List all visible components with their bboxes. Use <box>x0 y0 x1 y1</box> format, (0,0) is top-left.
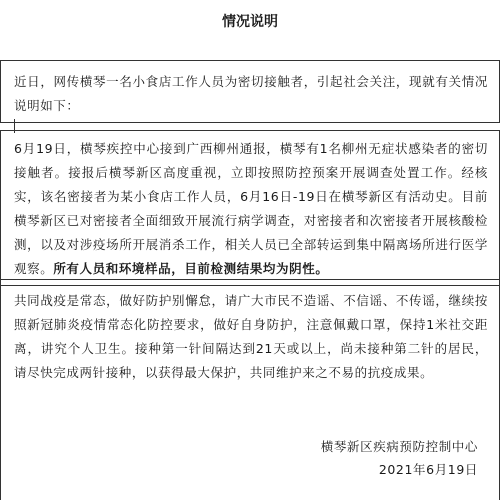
appeal-paragraph: 共同战疫是常态，做好防护别懈怠，请广大市民不造谣、不信谣、不传谣，继续按照新冠肺炎疫情常态化防控要求，做好自身防护，注意佩戴口罩，保持1米社交距离，讲究个人卫生。接种第一针间隔达到21天或以上，尚未接种第二针的居民，请尽快完成两针接种，以获得最大保护，共同维护来之不易的抗疫成果。 <box>14 293 488 380</box>
document-title: 情况说明 <box>222 14 278 30</box>
signature-org: 横琴新区疾病预防控制中心 <box>320 439 478 454</box>
text-cursor <box>14 119 15 133</box>
main-bold-text: 所有人员和环境样品，目前检测结果均为阴性。 <box>53 261 329 276</box>
main-text: 6月19日，横琴疾控中心接到广西柳州通报，横琴有1名柳州无症状感染者的密切接触者。接报后横琴新区高度重视，立即按照防控预案开展调查处置工作。经核实，该名密接者为某小食店工作人员，6月16日-19日在横琴新区有活动史。目前横琴新区已对密接者全面细致开展流行病学调查，对密接者和次密接者开展核酸检测，以及对涉疫场所开展消杀工作，相关人员已全部转运到集中隔离场所进行医学观察。 <box>14 141 488 276</box>
main-paragraph <box>14 137 488 281</box>
signature-date: 2021年6月19日 <box>378 462 478 477</box>
intro-paragraph: 近日，网传横琴一名小食店工作人员为密切接触者，引起社会关注，现就有关情况说明如下： <box>14 74 488 113</box>
